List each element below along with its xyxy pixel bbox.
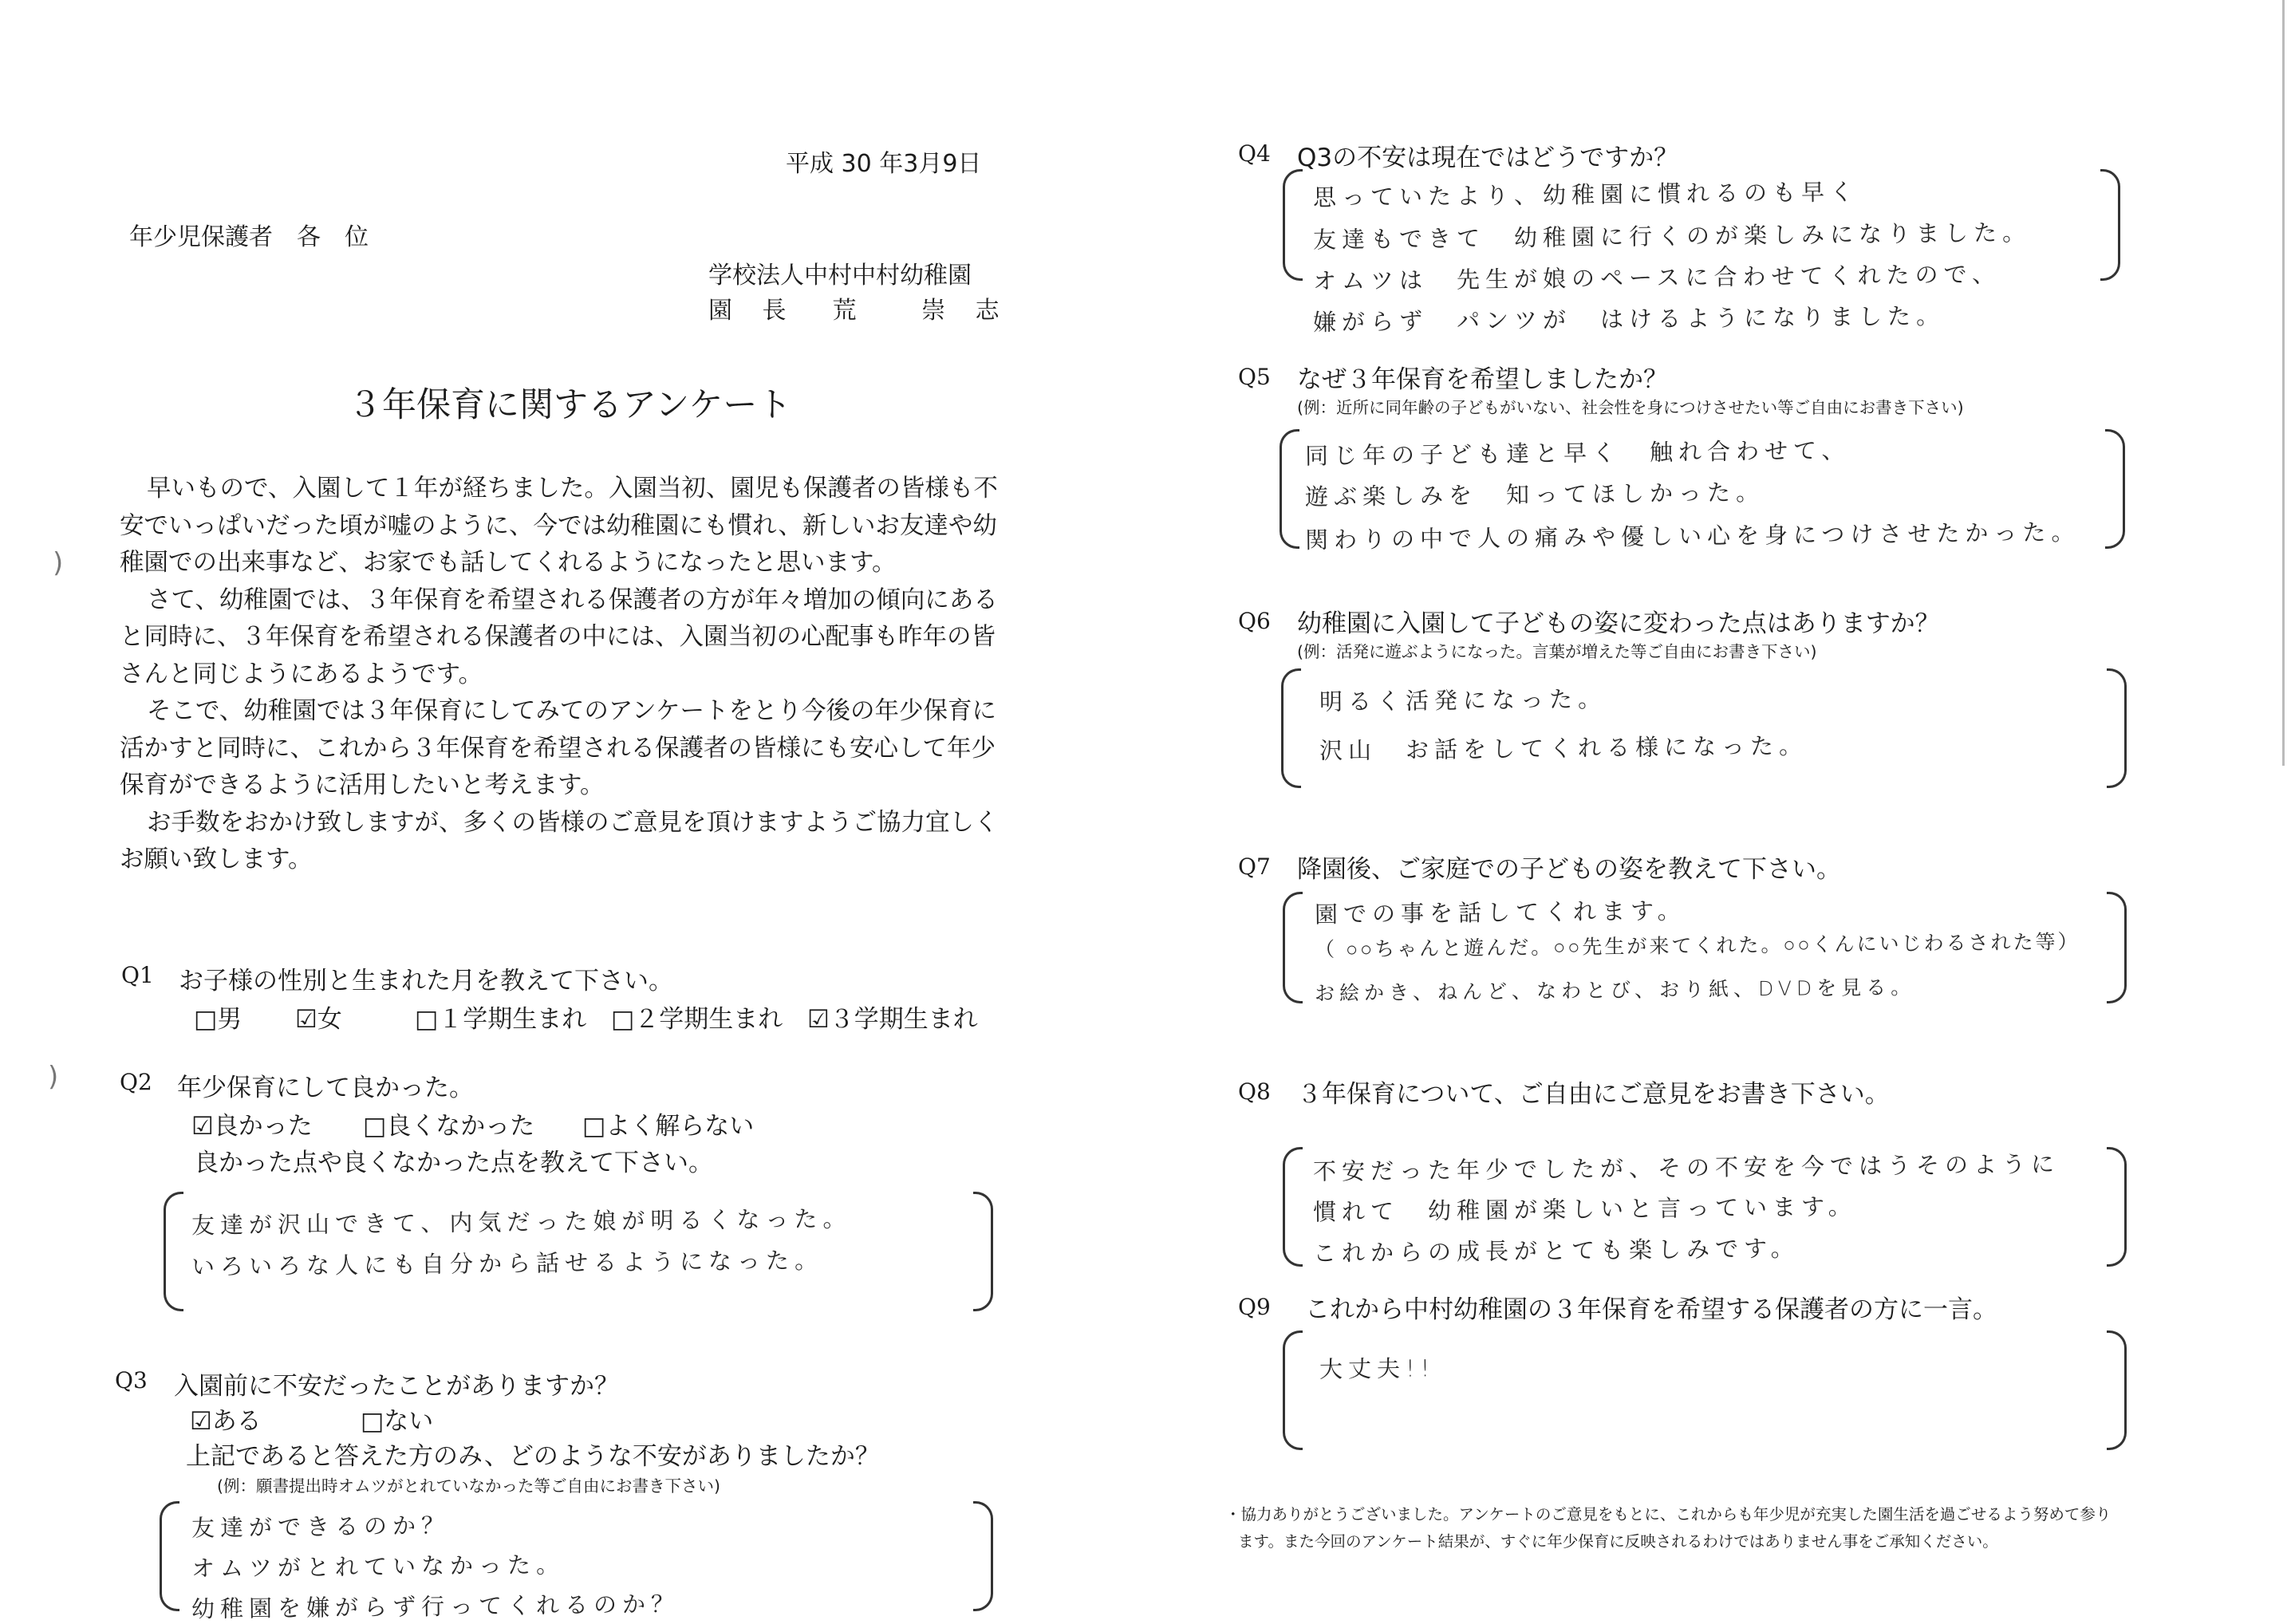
scan-edge bbox=[2282, 0, 2285, 766]
q4-number: Q4 bbox=[1238, 140, 1271, 167]
document-title: ３年保育に関するアンケート bbox=[348, 385, 792, 425]
q4-answer-line: 思っていたより、幼稚園に慣れるのも早く bbox=[1312, 178, 1859, 211]
q4-answer-line: 友達もできて 幼稚園に行くのが楽しみになりました。 bbox=[1312, 219, 2032, 254]
q5-answer-line: 遊ぶ楽しみを 知ってほしかった。 bbox=[1304, 478, 1765, 511]
q2-option-good[interactable]: ☑良かった bbox=[191, 1112, 313, 1141]
intro-paragraph: 早いもので、入園して１年が経ちました。入園当初、園児も保護者の皆様も不安でいっぱいだった頃が嘘のように、今では幼稚園にも慣れ、新しいお友達や幼稚園での出来事など、お家でも話してくれるようになったと思います。 bbox=[120, 475, 998, 577]
q3-option-yes[interactable]: ☑ある bbox=[190, 1407, 262, 1436]
q3-answer-line: 友達ができるのか？ bbox=[191, 1512, 451, 1542]
q4-question: Q3の不安は現在ではどうですか？ bbox=[1297, 144, 1679, 172]
sender-name: 園 長 荒 崇 志 bbox=[708, 297, 1011, 325]
q2-option-unsure[interactable]: □よく解らない bbox=[582, 1112, 755, 1141]
q6-answer-line: 沢山 お話をしてくれる様になった。 bbox=[1319, 731, 1808, 765]
q9-number: Q9 bbox=[1238, 1294, 1271, 1320]
q3-subquestion: 上記であると答えた方のみ、どのような不安がありましたか？ bbox=[186, 1442, 880, 1471]
q6-hint: (例：活発に遊ぶようになった。言葉が増えた等ご自由にお書き下さい) bbox=[1297, 642, 1817, 661]
q1-option-term2[interactable]: □２学期生まれ bbox=[611, 1005, 783, 1034]
q8-number: Q8 bbox=[1238, 1078, 1271, 1105]
q1-option-female[interactable]: ☑女 bbox=[295, 1005, 342, 1034]
q8-answer-line: 不安だった年少でしたが、その不安を今ではうそのように bbox=[1312, 1150, 2060, 1185]
q1-number: Q1 bbox=[121, 962, 154, 988]
q2-question: 年少保育にして良かった。 bbox=[177, 1074, 474, 1102]
footnote-line: ・協力ありがとうございました。アンケートのご意見をもとに、これからも年少児が充実した園生活を過ごせるよう努めて参り bbox=[1225, 1505, 2112, 1523]
q5-number: Q5 bbox=[1238, 364, 1271, 390]
q5-hint: (例：近所に同年齢の子どもがいない、社会性を身につけさせたい等ご自由にお書き下さい) bbox=[1297, 398, 1964, 417]
q2-answer-line: いろいろな人にも自分から話せるようになった。 bbox=[191, 1246, 824, 1281]
q4-answer-line: 嫌がらず パンツが はけるようになりました。 bbox=[1312, 302, 1946, 337]
q8-question: ３年保育について、ご自由にご意見をお書き下さい。 bbox=[1297, 1080, 1890, 1109]
footnote-line: ます。また今回のアンケート結果が、すぐに年少保育に反映されるわけではありません事をご承知ください。 bbox=[1238, 1532, 1998, 1551]
q3-answer-line: 幼稚園を嫌がらず行ってくれるのか？ bbox=[191, 1590, 680, 1623]
intro-text bbox=[120, 471, 1005, 879]
q8-answer-line: 慣れて 幼稚園が楽しいと言っています。 bbox=[1312, 1192, 1857, 1226]
intro-paragraph: そこで、幼稚園では３年保育にしてみてのアンケートをとり今後の年少保育に活かすと同時に、これから３年保育を希望される保護者の皆様にも安心して年少保育ができるように活用したいと考えます。 bbox=[120, 697, 997, 799]
q3-hint: (例：願書提出時オムツがとれていなかった等ご自由にお書き下さい) bbox=[217, 1476, 720, 1496]
q2-subquestion: 良かった点や良くなかった点を教えて下さい。 bbox=[194, 1149, 713, 1177]
q2-option-not-good[interactable]: □良くなかった bbox=[363, 1112, 535, 1141]
q1-option-male[interactable]: □男 bbox=[194, 1005, 243, 1034]
document-date: 平成 30 年3月9日 bbox=[786, 150, 982, 178]
q2-number: Q2 bbox=[120, 1069, 152, 1095]
q6-number: Q6 bbox=[1238, 608, 1271, 634]
q7-question: 降園後、ご家庭での子どもの姿を教えて下さい。 bbox=[1297, 855, 1841, 884]
q7-answer-line: （ ○○ちゃんと遊んだ。○○先生が来てくれた。○○くんにいじわるされた等） bbox=[1314, 929, 2080, 962]
q4-answer-line: オムツは 先生が娘のペースに合わせてくれたので、 bbox=[1312, 260, 2001, 295]
q3-option-no[interactable]: □ない bbox=[361, 1407, 434, 1436]
right-page bbox=[1146, 0, 2291, 1614]
left-page bbox=[0, 0, 1146, 1623]
scan-mark: ) bbox=[53, 547, 64, 579]
q5-question: なぜ３年保育を希望しましたか？ bbox=[1297, 365, 1668, 394]
q2-answer-line: 友達が沢山できて、内気だった娘が明るくなった。 bbox=[191, 1204, 852, 1240]
q1-option-term1[interactable]: □１学期生まれ bbox=[415, 1005, 587, 1034]
q3-answer-line: オムツがとれていなかった。 bbox=[191, 1551, 566, 1583]
q3-number: Q3 bbox=[115, 1367, 148, 1393]
q5-answer-line: 関わりの中で人の痛みや優しい心を身につけさせたかった。 bbox=[1304, 518, 2080, 554]
q5-answer-line: 同じ年の子ども達と早く 触れ合わせて、 bbox=[1304, 436, 1851, 470]
intro-paragraph: さて、幼稚園では、３年保育を希望される保護者の方が年々増加の傾向にあると同時に、３年保育を希望される保護者の中には、入園当初の心配事も昨年の皆さんと同じようにあるようです。 bbox=[120, 585, 998, 688]
q6-question: 幼稚園に入園して子どもの姿に変わった点はありますか？ bbox=[1297, 609, 1940, 638]
intro-paragraph: お手数をおかけ致しますが、多くの皆様のご意見を頂けますようご協力宜しくお願い致します。 bbox=[120, 808, 999, 873]
q1-question: お子様の性別と生まれた月を教えて下さい。 bbox=[179, 967, 673, 995]
sender-organization: 学校法人中村中村幼稚園 bbox=[708, 262, 972, 290]
q7-answer-line: 園での事を話してくれます。 bbox=[1314, 897, 1686, 928]
q8-answer-line: これからの成長がとても楽しみです。 bbox=[1312, 1234, 1800, 1267]
q1-option-term3[interactable]: ☑３学期生まれ bbox=[807, 1005, 978, 1034]
q9-answer-box[interactable] bbox=[1283, 1330, 2127, 1450]
addressee: 年少児保護者 各 位 bbox=[129, 223, 369, 251]
q7-answer-line: お絵かき、ねんど、なわとび、おり紙、DVDを見る。 bbox=[1314, 976, 1916, 1005]
q7-number: Q7 bbox=[1238, 853, 1271, 880]
q3-question: 入園前に不安だったことがありますか？ bbox=[174, 1372, 619, 1401]
q9-answer-line: 大丈夫!! bbox=[1319, 1354, 1436, 1383]
q6-answer-line: 明るく活発になった。 bbox=[1319, 685, 1607, 715]
scan-mark: ) bbox=[48, 1061, 59, 1093]
q9-question: これから中村幼稚園の３年保育を希望する保護者の方に一言。 bbox=[1305, 1295, 1997, 1324]
